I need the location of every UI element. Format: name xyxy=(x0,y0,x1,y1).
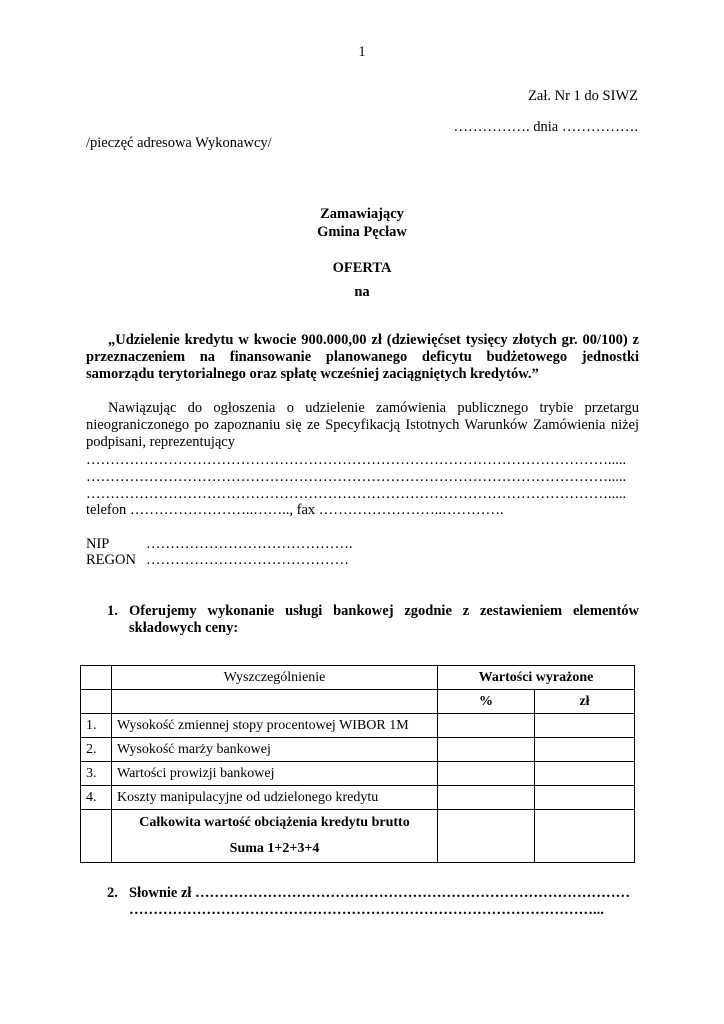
page-number: 1 xyxy=(358,44,366,60)
row-number: 2. xyxy=(81,738,112,762)
header-desc: Wyszczególnienie xyxy=(112,666,438,690)
row-desc: Koszty manipulacyjne od udzielonego kredytu xyxy=(112,786,438,810)
nip-label: NIP xyxy=(86,536,110,552)
table-row xyxy=(81,786,635,810)
row-number: 4. xyxy=(81,786,112,810)
row-desc: Wartości prowizji bankowej xyxy=(112,762,438,786)
header-values: Wartości wyrażone xyxy=(438,666,635,690)
total-label xyxy=(112,810,438,863)
attachment-label: Zał. Nr 1 do SIWZ xyxy=(528,88,638,104)
table-header-row xyxy=(81,666,635,690)
nip-line xyxy=(86,536,639,553)
dotted-line-2: ………………………………………………………………………………………………..... xyxy=(86,469,627,485)
table-row xyxy=(81,738,635,762)
row-number: 1. xyxy=(81,714,112,738)
intro-paragraph: Nawiązując do ogłoszenia o udzielenie zamówienia publicznego trybie przetargu nieograniczonego po zapoznaniu się ze Specyfikacją Istotnych Warunków Zamówienia niżej podpisani, reprezentujący xyxy=(86,400,639,450)
regon-line xyxy=(86,552,639,569)
row-pct-field xyxy=(438,738,535,762)
subheader-pct: % xyxy=(438,690,535,714)
section-1-number: 1. xyxy=(107,603,118,619)
section-1 xyxy=(107,603,639,637)
offer-title: OFERTA xyxy=(332,260,392,276)
table-row xyxy=(81,762,635,786)
row-zl-field xyxy=(535,714,635,738)
phone-fax-line: telefon ……………………..…….., fax ……………………..…………. xyxy=(86,502,504,518)
table-row xyxy=(81,714,635,738)
stamp-label: /pieczęć adresowa Wykonawcy/ xyxy=(86,135,272,151)
regon-label: REGON xyxy=(86,552,136,568)
table-subheader-row xyxy=(81,690,635,714)
orderer-name: Gmina Pęcław xyxy=(317,224,407,240)
date-line: ……………. dnia ……………. xyxy=(453,119,638,135)
dotted-line-1: ………………………………………………………………………………………………..... xyxy=(86,452,627,468)
total-zl-field xyxy=(535,810,635,863)
row-desc: Wysokość marży bankowej xyxy=(112,738,438,762)
orderer-label: Zamawiający xyxy=(320,206,404,222)
subheader-zl: zł xyxy=(535,690,635,714)
nip-value: ……………………………………. xyxy=(146,536,353,552)
section-2-number: 2. xyxy=(107,885,118,901)
row-zl-field xyxy=(535,786,635,810)
row-zl-field xyxy=(535,738,635,762)
price-table xyxy=(80,665,635,863)
total-line-1: Całkowita wartość obciążenia kredytu brutto xyxy=(139,815,410,830)
row-zl-field xyxy=(535,762,635,786)
section-2 xyxy=(107,885,639,919)
total-line-2: Suma 1+2+3+4 xyxy=(229,841,320,856)
section-2-line-1: Słownie zł ……………………………………………………………………………… xyxy=(129,885,631,901)
offer-na: na xyxy=(354,284,370,300)
offer-subject: „Udzielenie kredytu w kwocie 900.000,00 zł (dziewięćset tysięcy złotych gr. 00/100) z przeznaczeniem na finansowanie planowanego deficytu budżetowego jednostki samorządu terytorialnego oraz spłatę wcześniej zaciągniętych kredytów.” xyxy=(86,332,639,382)
dotted-line-3: ………………………………………………………………………………………………..... xyxy=(86,486,627,502)
header-empty-cell xyxy=(81,666,112,690)
row-pct-field xyxy=(438,786,535,810)
row-pct-field xyxy=(438,762,535,786)
section-2-line-2: ……………………………………………………………………………………... xyxy=(129,902,604,918)
section-1-text: Oferujemy wykonanie usługi bankowej zgodnie z zestawieniem elementów składowych ceny: xyxy=(129,603,639,636)
row-desc: Wysokość zmiennej stopy procentowej WIBOR 1M xyxy=(112,714,438,738)
row-pct-field xyxy=(438,714,535,738)
regon-value: …………………………………… xyxy=(146,552,349,568)
row-number: 3. xyxy=(81,762,112,786)
table-total-row xyxy=(81,810,635,863)
total-pct-field xyxy=(438,810,535,863)
